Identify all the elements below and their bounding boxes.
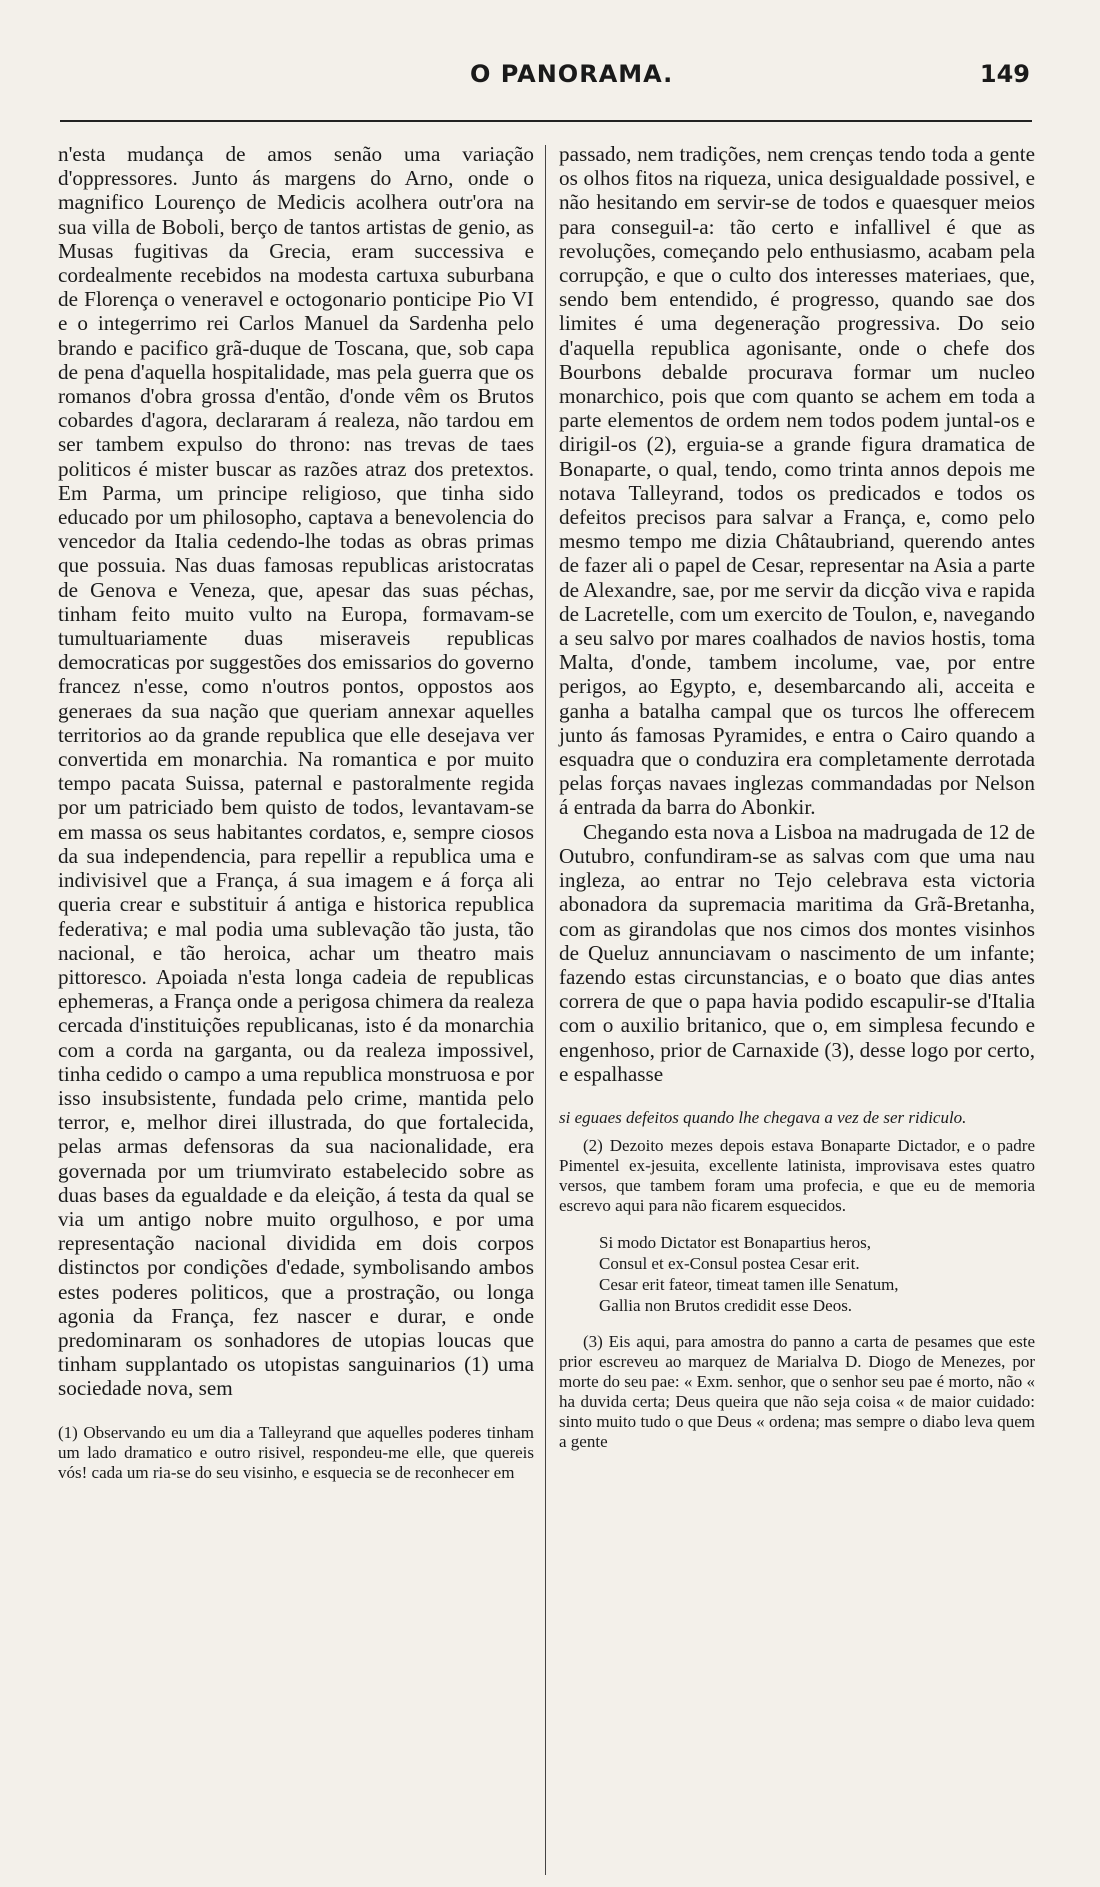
footnote-separator	[559, 1086, 1035, 1108]
footnote-3-text: (3) Eis aqui, para amostra do panno a carta de pesames que este prior escreveu ao marquez de Marialva D. Diogo de Menezes, por morte do seu pae: « Exm. senhor, que o senhor seu pae é morto, não « ha duvida certa; Deus queira que não seja coisa « de maior cuidado: sinto muito tudo o que Deus « ordena; mas sempre o diabo leva quem a gente	[559, 1331, 1035, 1451]
header-rule	[60, 120, 1032, 122]
footnote-1-cont-text: si eguaes defeitos quando lhe chegava a vez de ser ridiculo.	[559, 1107, 967, 1127]
left-body-text: n'esta mudança de amos senão uma variação d'oppressores. Junto ás margens do Arno, onde o magnifico Lourenço de Medicis acolhera outr'ora na sua villa de Boboli, berço de tantos artistas de genio, as Musas fugitivas da Grecia, eram successiva e cordealmente recebidos na modesta cartuxa suburbana de Florença o veneravel e octogonario ponticipe Pio VI e o integerrimo rei Carlos Manuel da Sardenha pelo brando e pacifico grã-duque de Toscana, que, sob capa de pena d'aquella hospitalidade, mas pela guerra que os romanos d'obra grossa d'então, d'onde vêm os Brutos cobardes d'agora, declararam á realeza, não tardou em ser tambem expulso do throno: nas trevas de taes politicos é mister buscar as razões atraz dos pretextos. Em Parma, um principe religioso, que tinha sido educado por um philosopho, captava a benevolencia do vencedor da Italia cedendo-lhe todas as obras primas que possuia. Nas duas famosas republicas aristocratas de Genova e Veneza, que, apesar das suas péchas, tinham feito muito vulto na Europa, formavam-se tumultuariamente duas miseraveis republicas democraticas por suggestões dos emissarios do governo francez n'esse, como n'outros pontos, oppostos aos generaes da sua nação que queriam annexar aquelles territorios ao da grande republica que elle desejava ver convertida em monarchia. Na romantica e por muito tempo pacata Suissa, paternal e pastoralmente regida por um patriciado bem quisto de todos, levantavam-se em massa os seus habitantes cordatos, e, sempre ciosos da sua independencia, para repellir a republica uma e indivisivel que a França, á sua imagem e á força ali queria crear e substituir á antiga e historica republica federativa; e mal podia uma sublevação tão justa, tão nacional, e tão heroica, achar um theatro mais pittoresco. Apoiada n'esta longa cadeia de republicas ephemeras, a França onde a perigosa chimera da realeza cercada d'instituições republicanas, isto é da monarchia com a corda na garganta, ou da realeza impossivel, tinha cedido o campo a uma republica monstruosa e por isso insubsistente, fundada pelo crime, mantida pelo terror, e, melhor direi illustrada, do que fortalecida, pelas armas defensoras da sua nacionalidade, era governada por um triumvirato estabelecido sobre as duas bases da egualdade e da eleição, á testa da qual se via um antigo nobre muito orgulhoso, e por uma representação nacional dividida em dois corpos distinctos por condições d'edade, symbolisando ambos estes poderes politicos, que a prostração, ou longa agonia da França, fez nascer e durar, e onde predominaram os sonhadores de utopias loucas que tinham supplantado os utopistas sanguinarios (1) uma sociedade nova, sem	[58, 142, 534, 1401]
footnote-1-continuation	[559, 1108, 1035, 1128]
footnote-separator	[58, 1401, 534, 1423]
verse-line: Gallia non Brutos credidit esse Deos.	[599, 1295, 853, 1315]
footnote-1	[58, 1423, 534, 1483]
verse-line: Si modo Dictator est Bonapartius heros,	[599, 1232, 871, 1252]
right-column	[559, 142, 1035, 1452]
verse-line: Cesar erit fateor, timeat tamen ille Senatum,	[599, 1274, 899, 1294]
footnote-2-text: (2) Dezoito mezes depois estava Bonaparte Dictador, e o padre Pimentel ex-jesuita, excellente latinista, improvisava estes quatro versos, que tambem foram uma profecia, e que eu de memoria escrevo aqui para não ficarem esquecidos.	[559, 1135, 1035, 1215]
verse-line: Consul et ex-Consul postea Cesar erit.	[599, 1253, 860, 1273]
page-title: O PANORAMA.	[470, 60, 674, 88]
latin-verses	[599, 1232, 1035, 1316]
footnote-1-text: (1) Observando eu um dia a Talleyrand que aquelles poderes tinham um lado dramatico e outro risivel, respondeu-me elle, que quereis vós! cada um ria-se do seu visinho, e esquecia se de reconhecer em	[58, 1422, 534, 1482]
column-divider	[545, 145, 546, 1875]
right-body-text-1: passado, nem tradições, nem crenças tendo toda a gente os olhos fitos na riqueza, unica desigualdade possivel, e não hesitando em servir-se de todos e quaesquer meios para conseguil-a: tão certo e infallivel é que as revoluções, começando pelo enthusiasmo, acabam pela corrupção, e que o culto dos interesses materiaes, que, sendo bem entendido, é progresso, quando sae dos limites é uma degeneração progressiva. Do seio d'aquella republica agonisante, onde o chefe dos Bourbons debalde procurava formar um nucleo monarchico, pois que com quanto se achem em toda a parte elementos de ordem nem todos podem juntal-os e dirigil-os (2), erguia-se a grande figura dramatica de Bonaparte, o qual, tendo, como trinta annos depois me notava Talleyrand, todos os predicados e todos os defeitos precisos para salvar a França, e, como pelo mesmo tempo me dizia Châtaubriand, querendo antes de fazer ali o papel de Cesar, representar na Asia a parte de Alexandre, sae, por me servir da dicção viva e rapida de Lacretelle, com um exercito de Toulon, e, navegando a seu salvo por mares coalhados de navios hostis, toma Malta, d'onde, tambem incolume, vae, por entre perigos, ao Egypto, e, desembarcando ali, acceita e ganha a batalha campal que os turcos lhe offerecem junto ás famosas Pyramides, e entra o Cairo quando a esquadra que o conduzira era completamente derrotada pelas forças navaes inglezas commandadas por Nelson á entrada da barra do Abonkir.	[559, 142, 1035, 820]
page-number: 149	[979, 60, 1030, 88]
footnote-2	[559, 1136, 1035, 1216]
right-body-text-2: Chegando esta nova a Lisboa na madrugada de 12 de Outubro, confundiram-se as salvas com que uma nau ingleza, ao entrar no Tejo celebrava esta victoria abonadora da supremacia maritima da Grã-Bretanha, com as girandolas que nos cimos dos montes visinhos de Queluz annunciavam o nascimento de um infante; fazendo estas circunstancias, e o boato que dias antes correra de que o papa havia podido escapulir-se d'Italia com o auxilio britanico, que o, em simplesa fecundo e engenhoso, prior de Carnaxide (3), desse logo por certo, e espalhasse	[559, 819, 1035, 1086]
footnote-3	[559, 1332, 1035, 1452]
left-column	[58, 142, 534, 1483]
